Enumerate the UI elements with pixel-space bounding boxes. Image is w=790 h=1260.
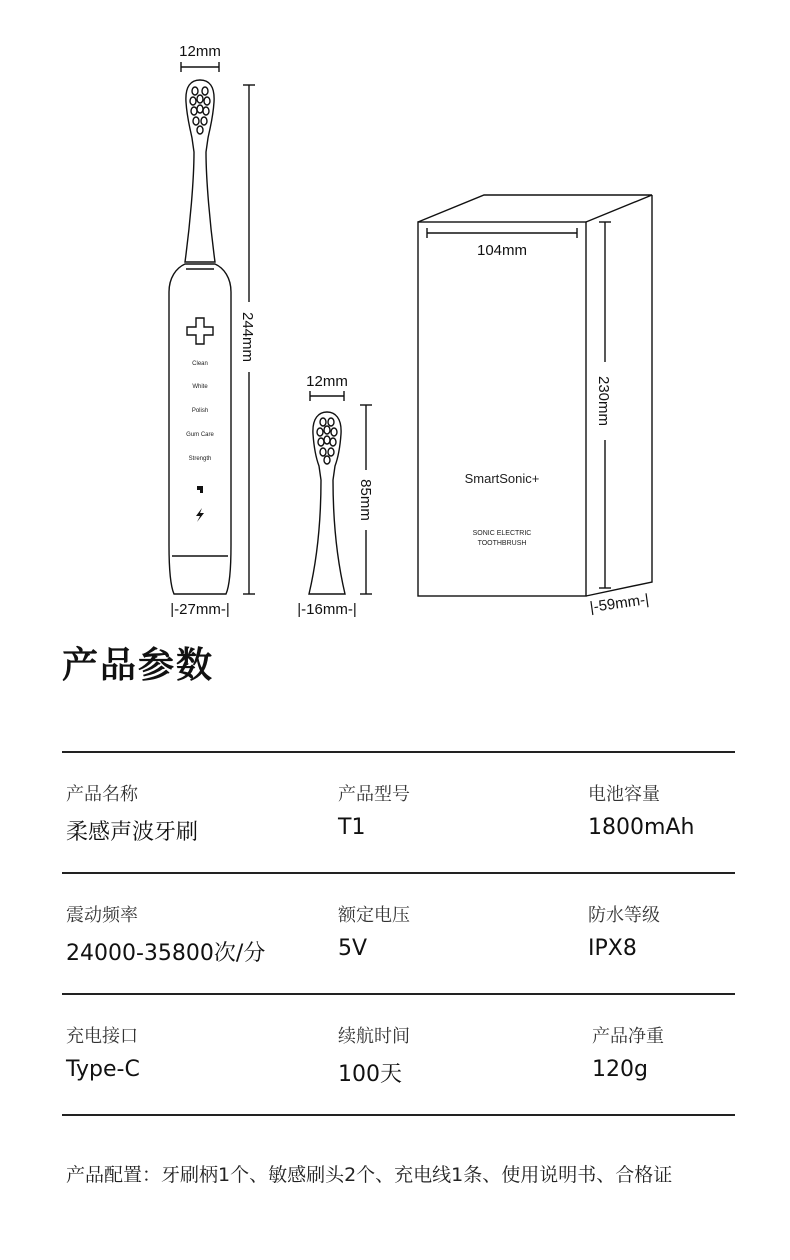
mode-label-gum-care: Gum Care — [186, 432, 214, 438]
spec-value: IPX8 — [588, 936, 637, 961]
spec-value: 100天 — [338, 1062, 402, 1087]
mode-label-polish: Polish — [191, 408, 209, 414]
handle-mode-labels — [186, 361, 214, 462]
section-title: 产品参数 — [62, 645, 215, 686]
spec-label: 产品名称 — [66, 784, 138, 805]
brush-height-label: 244mm — [239, 311, 256, 363]
package-contents-note: 产品配置：牙刷柄1个、敏感刷头2个、充电线1条、使用说明书、合格证 — [66, 1164, 673, 1186]
handle-width-label: |-27mm-| — [170, 601, 230, 618]
spec-label: 震动频率 — [66, 905, 138, 926]
spec-value: T1 — [338, 815, 366, 840]
spec-row — [62, 995, 735, 1116]
spec-value: Type-C — [66, 1057, 140, 1082]
spare-head-height-label: 85mm — [357, 479, 374, 521]
mode-icon — [197, 486, 203, 493]
spec-value: 5V — [338, 936, 368, 961]
spec-value: 1800mAh — [588, 815, 695, 840]
box-subtitle-line2: TOOTHBRUSH — [477, 540, 527, 547]
spec-label: 充电接口 — [66, 1026, 138, 1047]
box-width-label: 104mm — [476, 242, 528, 259]
lightning-icon — [196, 508, 204, 522]
box-height-label: 230mm — [595, 375, 612, 427]
spec-label: 电池容量 — [588, 784, 660, 805]
plus-icon — [187, 318, 213, 344]
spec-label: 防水等级 — [588, 905, 660, 926]
spec-table — [62, 751, 735, 1116]
spec-value: 120g — [592, 1057, 648, 1082]
spec-row — [62, 753, 735, 874]
brush-head-width-label: 12mm — [179, 43, 221, 60]
spec-row — [62, 874, 735, 995]
box-subtitle-line1: SONIC ELECTRIC — [472, 530, 532, 537]
box-brand-logo: SmartSonic+ — [464, 471, 540, 486]
spec-value: 柔感声波牙刷 — [66, 820, 199, 845]
box-depth-label: |-59mm-| — [588, 590, 651, 617]
spec-value: 24000-35800次/分 — [66, 941, 266, 966]
spare-head-width-label: 12mm — [306, 373, 348, 390]
spec-label: 续航时间 — [338, 1026, 410, 1047]
spec-label: 产品净重 — [592, 1026, 664, 1047]
mode-label-strength: Strength — [188, 456, 212, 462]
spec-label: 产品型号 — [338, 784, 410, 805]
packaging-box-illustration — [418, 195, 652, 596]
spec-label: 额定电压 — [338, 905, 410, 926]
mode-label-clean: Clean — [192, 361, 208, 367]
spare-head-base-width-label: |-16mm-| — [297, 601, 357, 618]
mode-label-white: White — [192, 384, 208, 390]
